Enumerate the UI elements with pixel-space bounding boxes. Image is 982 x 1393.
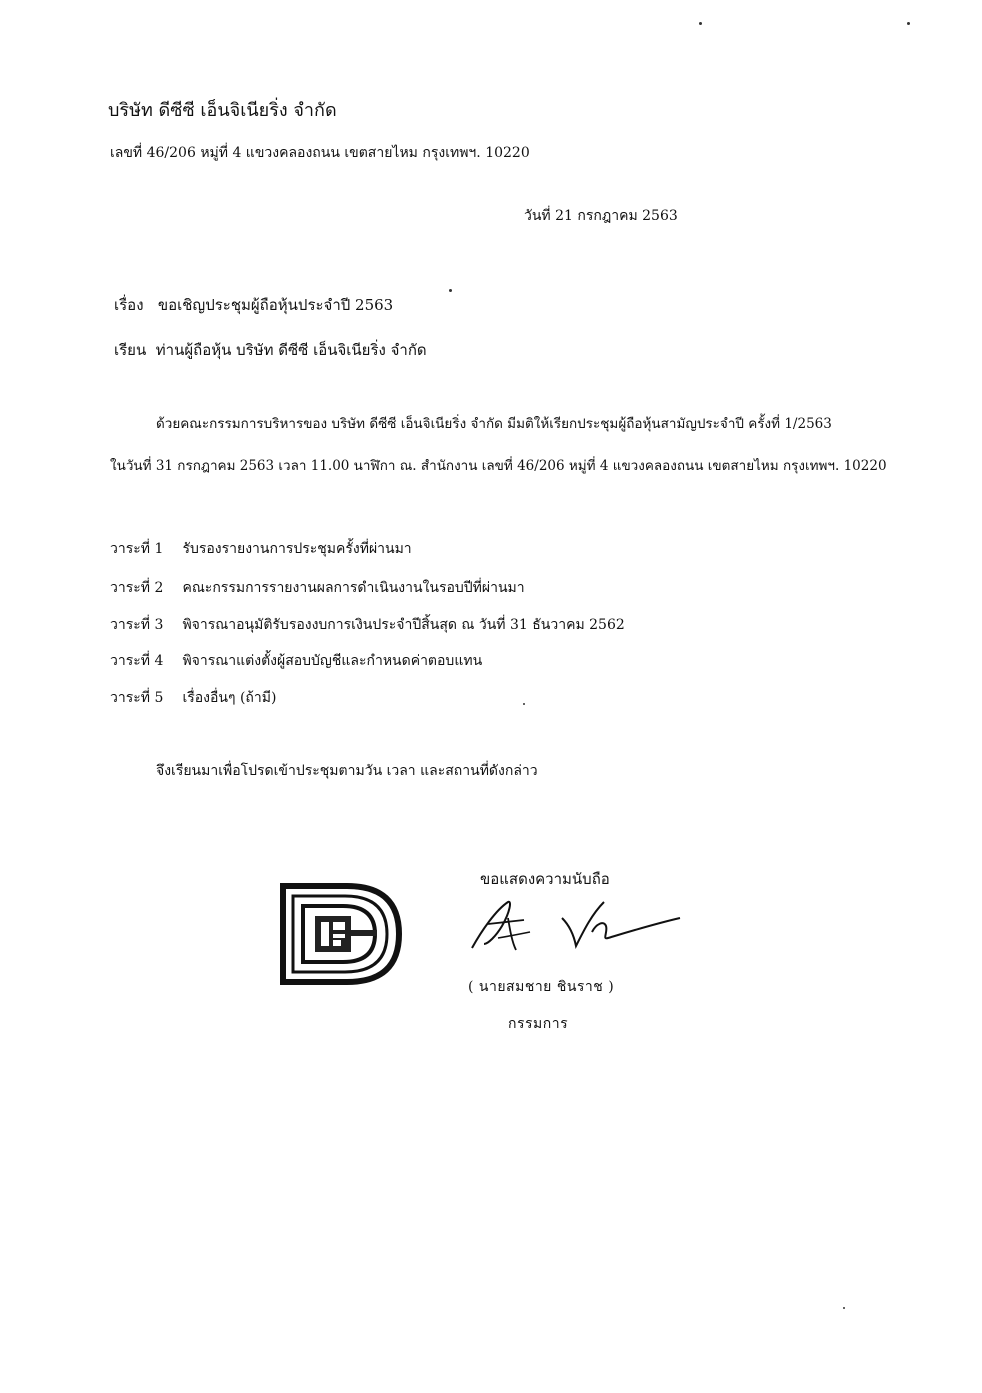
agenda-number: วาระที่ 2 (110, 580, 164, 596)
regards-line: ขอแสดงความนับถือ (480, 870, 610, 888)
agenda-item (110, 617, 625, 634)
agenda-item (110, 541, 412, 558)
company-address: เลขที่ 46/206 หมู่ที่ 4 แขวงคลองถนน เขตสายไหม กรุงเทพฯ. 10220 (110, 145, 530, 161)
agenda-text: พิจารณาอนุมัติรับรองงบการเงินประจำปีสิ้นสุด ณ วันที่ 31 ธันวาคม 2562 (182, 617, 625, 633)
agenda-text: คณะกรรมการรายงานผลการดำเนินงานในรอบปีที่ผ่านมา (182, 580, 525, 596)
subject-text: ขอเชิญประชุมผู้ถือหุ้นประจำปี 2563 (157, 296, 394, 314)
salutation-text: ท่านผู้ถือหุ้น บริษัท ดีซีซี เอ็นจิเนียริ่ง จำกัด (155, 341, 427, 359)
agenda-number: วาระที่ 3 (110, 617, 164, 633)
scan-speck (449, 289, 452, 292)
signature-icon (458, 890, 688, 962)
agenda-item (110, 653, 482, 670)
agenda-item (110, 580, 525, 597)
signer-position: กรรมการ (508, 1016, 569, 1032)
signer-name: ( นายสมชาย ชินราช ) (468, 979, 615, 995)
company-name: บริษัท ดีซีซี เอ็นจิเนียริ่ง จำกัด (108, 100, 337, 121)
agenda-text: พิจารณาแต่งตั้งผู้สอบบัญชีและกำหนดค่าตอบแทน (182, 653, 483, 669)
scan-speck (699, 22, 702, 25)
agenda-number: วาระที่ 1 (110, 541, 164, 557)
agenda-text: เรื่องอื่นๆ (ถ้ามี) (182, 690, 277, 706)
salutation-line (114, 341, 427, 359)
body-line-1: ด้วยคณะกรรมการบริหารของ บริษัท ดีซีซี เอ็นจิเนียริ่ง จำกัด มีมติให้เรียกประชุมผู้ถือหุ้นสามัญประจำปี ครั้งที่ 1/2563 (156, 416, 832, 432)
closing-line: จึงเรียนมาเพื่อโปรดเข้าประชุมตามวัน เวลา และสถานที่ดังกล่าว (156, 763, 538, 779)
subject-label: เรื่อง (114, 296, 144, 314)
scan-speck (523, 703, 525, 705)
agenda-item (110, 690, 276, 707)
body-line-2: ในวันที่ 31 กรกฎาคม 2563 เวลา 11.00 นาฬิกา ณ. สำนักงาน เลขที่ 46/206 หมู่ที่ 4 แขวงคลองถนน เขตสายไหม กรุงเทพฯ. 10220 (110, 458, 887, 474)
salutation-label: เรียน (114, 341, 147, 359)
subject-line (114, 296, 393, 314)
company-logo-icon (275, 878, 407, 990)
letter-date: วันที่ 21 กรกฎาคม 2563 (524, 208, 678, 224)
scan-speck (907, 22, 910, 25)
agenda-text: รับรองรายงานการประชุมครั้งที่ผ่านมา (182, 541, 412, 557)
agenda-number: วาระที่ 5 (110, 690, 164, 706)
scan-speck (843, 1307, 845, 1309)
agenda-number: วาระที่ 4 (110, 653, 164, 669)
